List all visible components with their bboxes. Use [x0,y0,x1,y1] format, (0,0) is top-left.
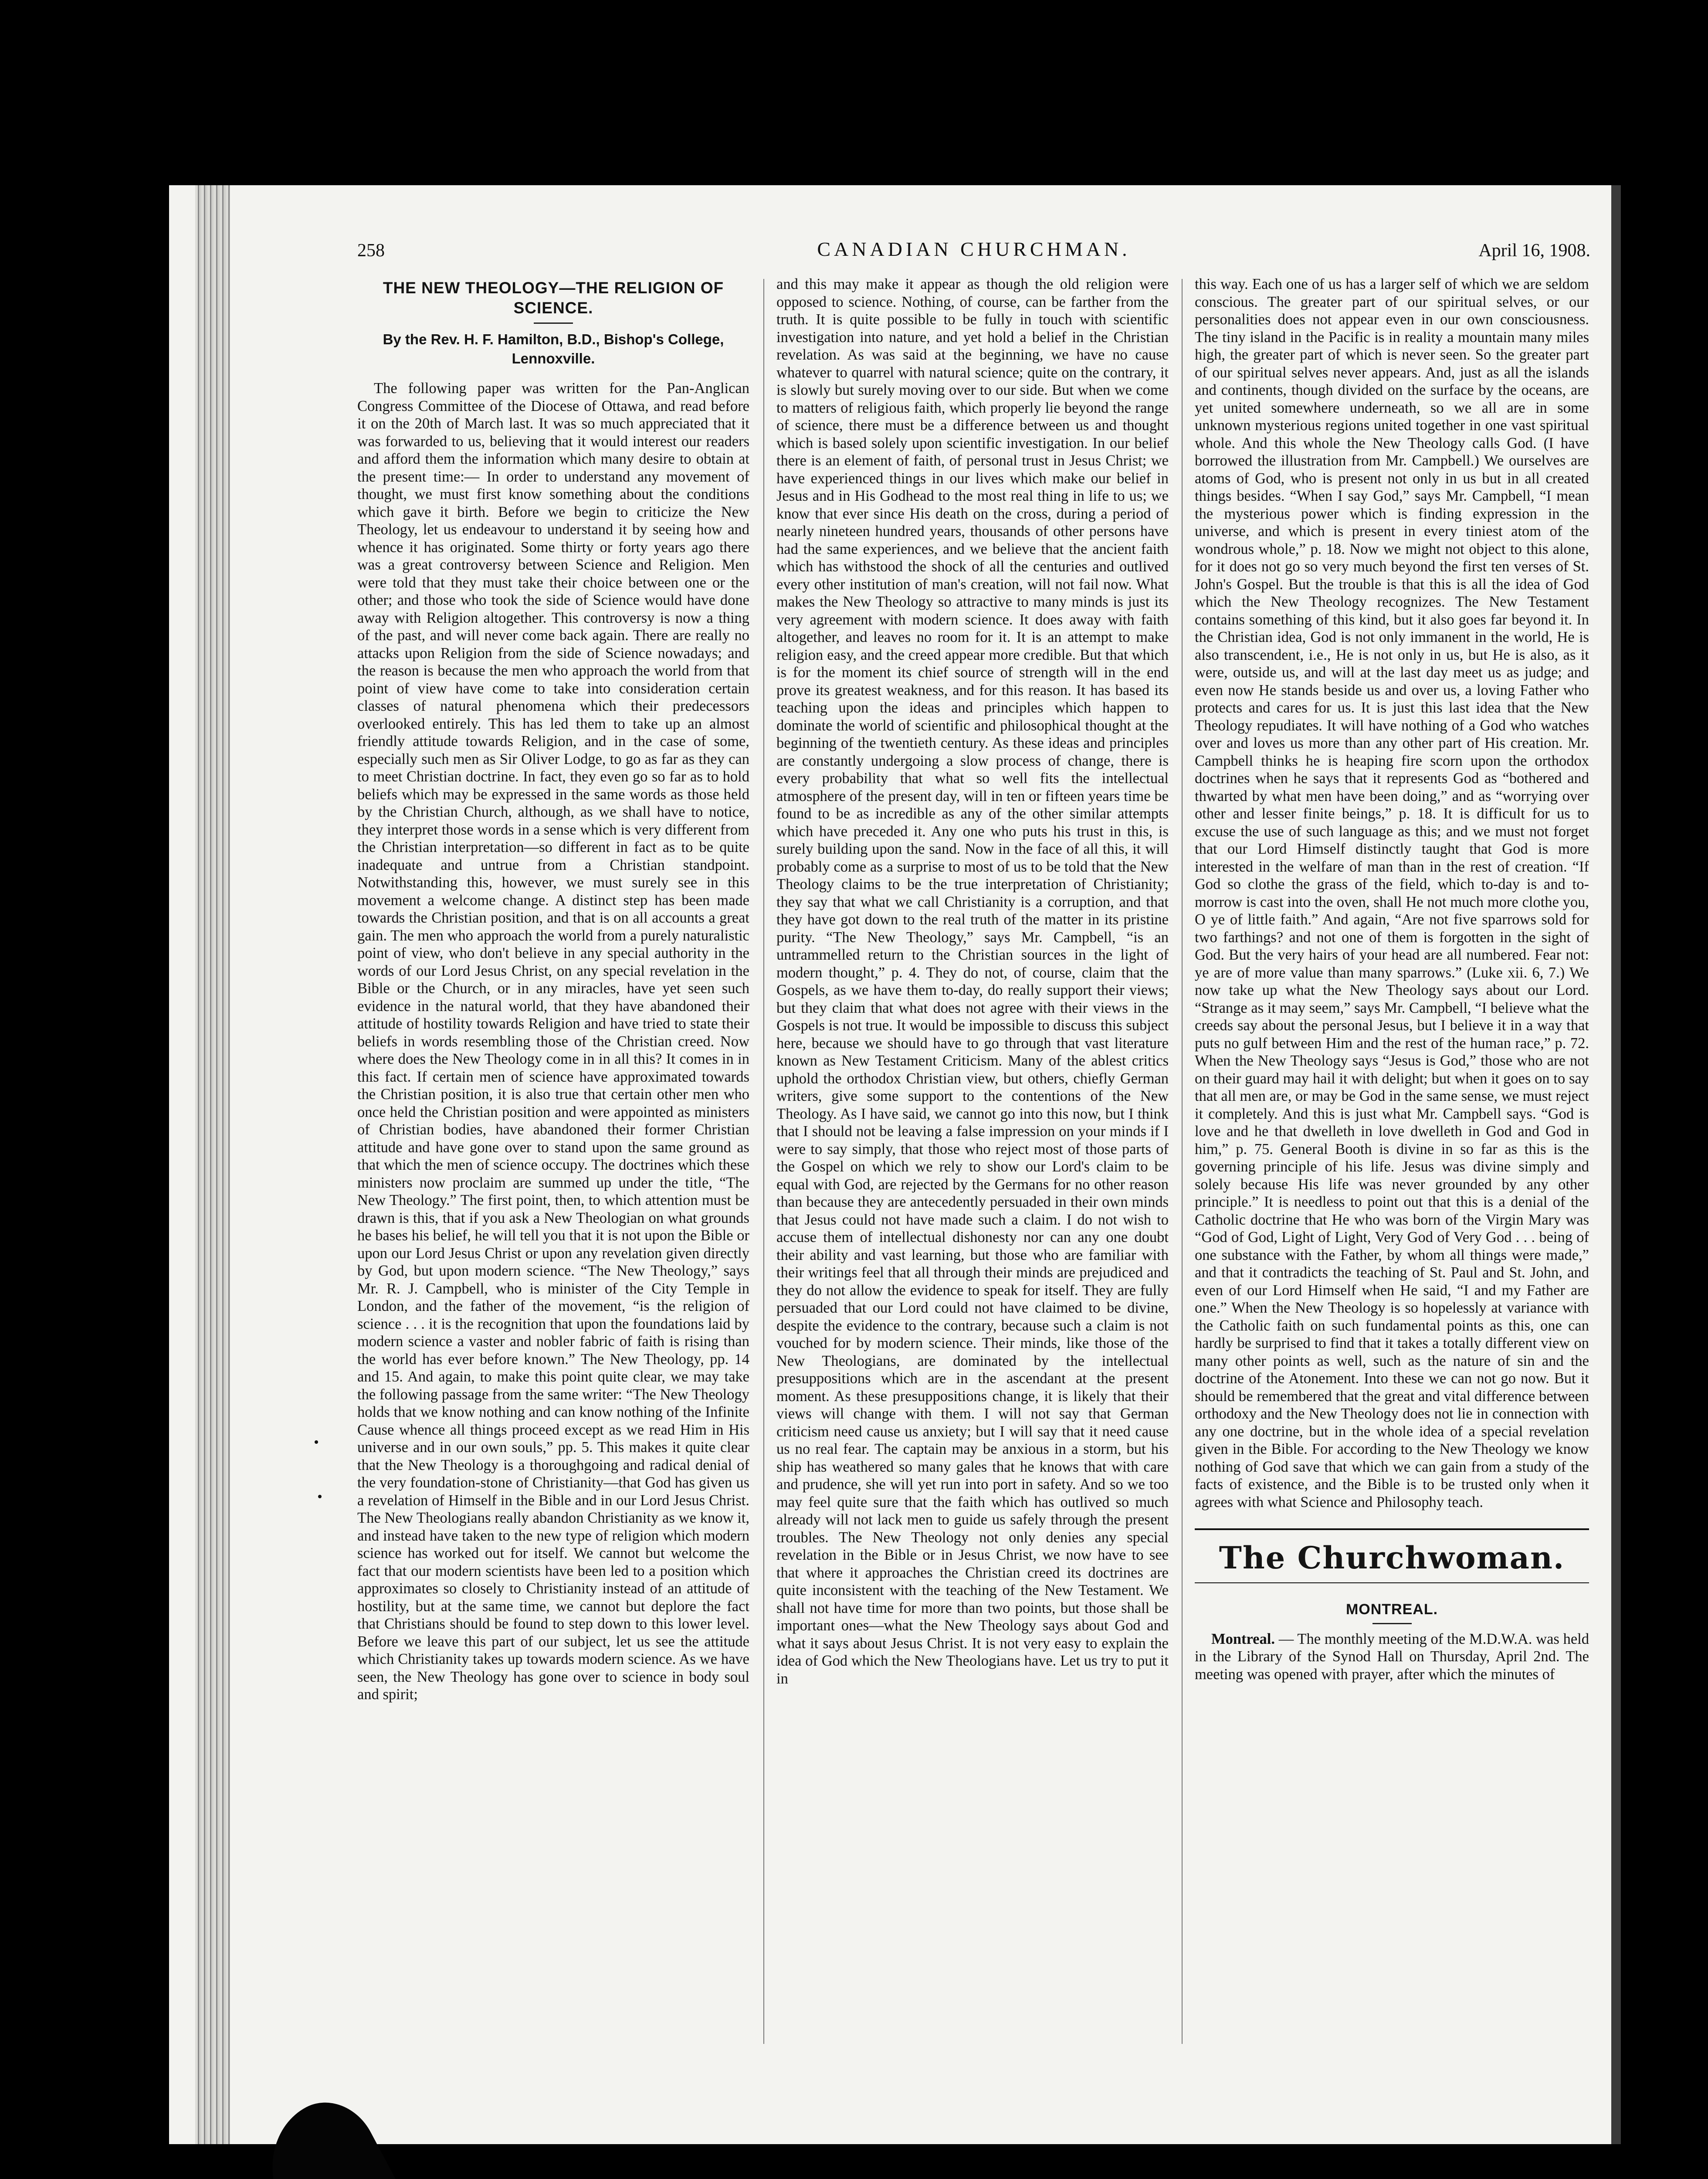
title-rule [534,322,573,324]
scan-speck [318,1495,322,1498]
heading-rule [1372,1623,1412,1624]
scan-speck [315,1440,318,1444]
page-number: 258 [357,241,385,261]
column-divider [1182,279,1183,2044]
newspaper-title: CANADIAN CHURCHMAN. [817,238,1131,260]
running-head [357,238,1590,268]
page-stack-edge [195,185,230,2144]
section-lead-word: Montreal. [1211,1630,1275,1647]
section-rule-thin [1195,1582,1589,1583]
section-rule [1195,1528,1589,1530]
article-title: THE NEW THEOLOGY—THE RELIGION OF SCIENCE. [383,279,724,317]
section-heading: MONTREAL. [1345,1601,1438,1618]
page-gutter-shadow [1611,185,1621,2144]
article-column-3 [1195,275,1589,2075]
article-column-1 [357,275,749,2075]
article-byline: By the Rev. H. F. Hamilton, B.D., Bishop's College, Lennoxville. [383,331,724,367]
issue-date: April 16, 1908. [1478,241,1590,261]
article-column-2 [776,275,1169,2075]
article-text-col2: and this may make it appear as though the old religion were opposed to science. Nothing, of course, can be farther from the truth. It is quite possible to be fully in touch with scientific investigation into nature, and yet hold a belief in the Christian revelation. As was said at the beginning, we have no cause whatever to quarrel with natural science; quite on the contrary, it is slowly but surely moving over to our side. But when we come to matters of religious faith, which properly lie beyond the range of science, there must be a difference between us and thought which is based solely upon scientific investigation. In our belief there is an element of faith, of personal trust in Jesus Christ; we have experienced things in our lives which make our belief in Jesus and in His Godhead to the most real thing in life to us; we know that ever since His death on the cross, during a period of nearly nineteen hundred years, thousands of other persons have had the same experiences, and we believe that the ancient faith which has withstood the shock of all the centuries and outlived every other institution of man's creation, will not fail now. What makes the New Theology so attractive to many minds is just its very agreement with modern science. It does away with faith altogether, and leaves no room for it. It is an attempt to make religion easy, and the creed appear more credible. But that which is for the moment its chief source of strength will in the end prove its greatest weakness, and for this reason. It has based its teaching upon the ideas and principles which happen to dominate the world of scientific and philosophical thought at the beginning of the twentieth century. As these ideas and principles are constantly undergoing a slow process of change, there is every probability that what so well fits the intellectual atmosphere of the present day, will in ten or fifteen years time be found to be as incredible as any of the other similar attempts which have preceded it. Any one who puts his trust in this, is surely building upon the sand. Now in the face of all this, it will probably come as a surprise to most of us to be told that the New Theology claims to be the true interpretation of Christianity; they say that what we call Christianity is a corruption, and that they have got down to the real truth of the matter in its pristine purity. “The New Theology,” says Mr. Campbell, “is an untrammelled return to the Christian sources in the light of modern thought,” p. 4. They do not, of course, claim that the Gospels, as we have them to-day, do really support their views; but they claim that what does not agree with their views in the Gospels is not true. It would be impossible to discuss this subject here, because we should have to go through that vast literature known as New Testament Criticism. Many of the ablest critics uphold the orthodox Christian view, but others, chiefly German writers, give some support to the contentions of the New Theology. As I have said, we cannot go into this now, but I think that I should not be leaving a false impression on your minds if I were to say simply, that those who reject most of those parts of the Gospel on which we rely to show our Lord's claim to be equal with God, are rejected by the Germans for no other reason than because they are antecedently persuaded in their own minds that Jesus could not have made such a claim. I do not wish to accuse them of intellectual dishonesty nor can any one doubt their ability and vast learning, but those who are familiar with their writings feel that all through their minds are prejudiced and they do not allow the evidence to speak for itself. They are fully persuaded that our Lord could not have claimed to be divine, despite the evidence to the contrary, because such a claim is not vouched for by modern science. Their minds, like those of the New Theologians, are dominated by the intellectual presuppositions which are in the ascendant at the present moment. As these presuppositions change, it is likely that their views will change with them. I will not say that German criticism need cause us anxiety; but I will say that it need cause us no real fear. The captain may be anxious in a storm, but his ship has weathered so many gales that he knows that with care and prudence, she will yet run into port in safety. And so we too may feel quite sure that the faith which has outlived so much already will not lack men to guide us safely through the present troubles. The New Theology not only denies any special revelation in the Bible or in Jesus Christ, we now have to see that where it approaches the Christian creed its doctrines are quite inconsistent with the teaching of the New Testament. We shall not have time for more than two points, but those shall be important ones—what the New Theology says about God and what it says about Jesus Christ. It is not very easy to explain the idea of God which the New Theologians have. Let us try to put it in [776,276,1169,1687]
article-text-col1: The following paper was written for the Pan-Anglican Congress Committee of the Diocese of Ottawa, and read before it on the 20th of March last. It was so much appreciated that it was forwarded to us, believing that it would interest our readers and afford them the information which many desire to obtain at the present time:— In order to understand any movement of thought, we must first know something about the conditions which gave it birth. Before we begin to criticize the New Theology, let us endeavour to understand it by seeing how and whence it has originated. Some thirty or forty years ago there was a great controversy between Science and Religion. Men were told that they must take their choice between one or the other; and those who took the side of Science would have done away with Religion altogether. This controversy is now a thing of the past, and will never come back again. There are really no attacks upon Religion from the side of Science nowadays; and the reason is because the men who approach the world from that point of view have come to take into consideration certain classes of natural phenomena which their predecessors overlooked entirely. This has led them to take up an almost friendly attitude towards Religion, and in the case of some, especially such men as Sir Oliver Lodge, to go as far as they can to meet Christian doctrine. In fact, they even go so far as to hold beliefs which may be expressed in the same words as those held by the Christian Church, although, as we shall have to notice, they interpret those words in a sense which is very different from the Christian interpretation—so different in fact as to be quite inadequate and untrue from a Christian standpoint. Notwithstanding this, however, we must surely see in this movement a welcome change. A distinct step has been made towards the Christian position, and that is on all accounts a great gain. The men who approach the world from a purely naturalistic point of view, who don't believe in any special authority in the words of our Lord Jesus Christ, on any special revelation in the Bible or the Church, or in any miracles, have yet seen such evidence in the natural world, that they have abandoned their attitude of hostility towards Religion and have tried to state their beliefs in words resembling those of the Christian creed. Now where does the New Theology come in in all this? It comes in in this fact. If certain men of science have approximated towards the Christian position, it is also true that certain other men who once held the Christian position and were appointed as ministers of Christian bodies, have abandoned their former Christian attitude and have gone over to stand upon the same ground as that which the men of science occupy. The doctrines which these ministers now proclaim are summed up under the title, “The New Theology.” The first point, then, to which attention must be drawn is this, that if you ask a New Theologian on what grounds he bases his belief, he will tell you that it is not upon the Bible or upon our Lord Jesus Christ or upon any revelation given directly by God, but upon modern science. “The New Theology,” says Mr. R. J. Campbell, who is minister of the City Temple in London, and the father of the movement, “is the religion of science . . . it is the recognition that upon the foundations laid by modern science a vaster and nobler fabric of faith is rising than the world has ever before known.” The New Theology, pp. 14 and 15. And again, to make this point quite clear, we may take the following passage from the same writer: “The New Theology holds that we know nothing and can know nothing of the Infinite Cause whence all things proceed except as we read Him in His universe and in our own souls,” pp. 5. This makes it quite clear that the New Theology is a thoroughgoing and radical denial of the very foundation-stone of Christianity—that God has given us a revelation of Himself in the Bible and in our Lord Jesus Christ. The New Theologians really abandon Christianity as we know it, and instead have taken to the new type of religion which modern science has worked out for itself. We cannot but welcome the fact that our modern scientists have been led to a position which approximates so closely to Christianity instead of an attitude of hostility, but at the same time, we cannot but deplore the fact that Christians should be found to step down to this lower level. Before we leave this part of our subject, let us see the attitude which Christianity takes up towards modern science. As we have seen, the New Theology has gone over to science in body soul and spirit; [357,380,749,1703]
churchwoman-masthead: The Churchwoman. [1219,1540,1565,1576]
section-text: — The monthly meeting of the M.D.W.A. was held in the Library of the Synod Hall on Thursday, April 2nd. The meeting was opened with prayer, after which the minutes of [1195,1630,1589,1683]
section-lead-paragraph [1195,1630,1589,1683]
column-divider [763,279,764,2044]
article-text-col3: this way. Each one of us has a larger self of which we are seldom conscious. The greater part of our spiritual selves, or our personalities does not appear even in our own consciousness. The tiny island in the Pacific is in reality a mountain many miles high, the greater part of which is never seen. So the greater part of our spiritual selves never appears. And, just as all the islands and continents, though divided on the surface by the oceans, are yet united somewhere underneath, so we all are in some unknown mysterious regions united together in one vast spiritual whole. And this whole the New Theology calls God. (I have borrowed the illustration from Mr. Campbell.) We ourselves are atoms of God, who is present not only in us but in all created things besides. “When I say God,” says Mr. Campbell, “I mean the mysterious power which is finding expression in the universe, and which is present in every tiniest atom of the wondrous whole,” p. 18. Now we might not object to this alone, for it does not go so very much beyond the first ten verses of St. John's Gospel. But the trouble is that this is all the idea of God which the New Theology recognizes. The New Testament contains something of this kind, but it also goes far beyond it. In the Christian idea, God is not only immanent in the world, He is also transcendent, i.e., He is not only in us, but He is also, as it were, outside us, and will at the last day meet us as judge; and even now He stands beside us and over us, a loving Father who protects and cares for us. It is just this last idea that the New Theology repudiates. It will have nothing of a God who watches over and loves us more than any other part of His creation. Mr. Campbell thinks he is heaping fire scorn upon the orthodox doctrines when he says that it represents God as “bothered and thwarted by what men have been doing,” and as “worrying over other and lesser finite beings,” p. 18. It is difficult for us to excuse the use of such language as this; and we must not forget that our Lord Himself distinctly taught that God is more interested in the welfare of man than in the rest of creation. “If God so clothe the grass of the field, which to-day is and to-morrow is cast into the oven, shall He not much more clothe you, O ye of little faith.” And again, “Are not five sparrows sold for two farthings? and not one of them is forgotten in the sight of God. But the very hairs of your head are all numbered. Fear not: ye are of more value than many sparrows.” (Luke xii. 6, 7.) We now take up what the New Theology says about our Lord. “Strange as it may seem,” says Mr. Campbell, “I believe what the creeds say about the personal Jesus, but I believe it in a way that puts no gulf between Him and the rest of the human race,” p. 72. When the New Theology says “Jesus is God,” those who are not on their guard may hail it with delight; but when it goes on to say that all men are, or may be God in the same sense, we must reject it completely. And this is just what Mr. Campbell says. “God is love and he that dwelleth in love dwelleth in God and God in him,” p. 75. General Booth is divine in so far as this is the governing principle of his life. Jesus was divine simply and solely because His life was never grounded by any other principle.” It is needless to point out that this is a denial of the Catholic doctrine that He who was born of the Virgin Mary was “God of God, Light of Light, Very God of Very God . . . being of one substance with the Father, by whom all things were made,” and that it contradicts the teaching of St. Paul and St. John, and even of our Lord Himself when He said, “I and my Father are one.” When the New Theology is so hopelessly at variance with the Catholic faith on such fundamental points as this, one can hardly be surprised to find that it takes a totally different view on many other points as well, such as the nature of sin and the doctrine of the Atonement. Into these we can not go now. But it should be remembered that the great and vital difference between orthodoxy and the New Theology does not lie in connection with any one doctrine, but in the whole idea of a special revelation given in the Bible. For according to the New Theology we know nothing of God save that which we can gain from a study of the facts of existence, and the Bible is to be trusted only when it agrees with what Science and Philosophy teach. [1195,276,1589,1510]
